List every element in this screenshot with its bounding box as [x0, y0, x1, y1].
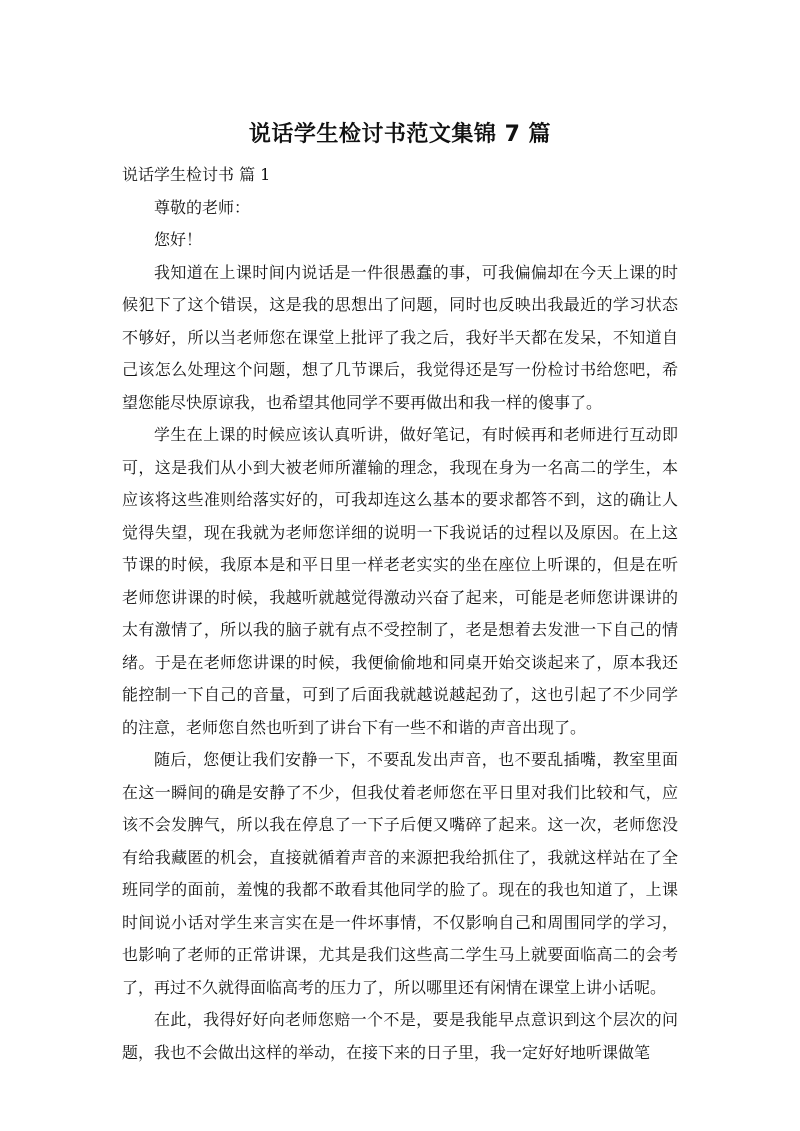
- document-body: [122, 159, 678, 1069]
- body-paragraph-1: 我知道在上课时间内说话是一件很愚蠢的事，可我偏偏却在今天上课的时候犯下了这个错误，这是我的思想出了问题，同时也反映出我最近的学习状态不够好，所以当老师您在课堂上批评了我之后，我好半天都在发呆，不知道自己该怎么处理这个问题，想了几节课后，我觉得还是写一份检讨书给您吧，希望您能尽快原谅我，也希望其他同学不要再做出和我一样的傻事了。: [122, 262, 678, 412]
- body-paragraph-2: 学生在上课的时候应该认真听讲，做好笔记，有时候再和老师进行互动即可，这是我们从小到大被老师所灌输的理念，我现在身为一名高二的学生，本应该将这些准则给落实好的，可我却连这么基本的要求都答不到，这的确让人觉得失望，现在我就为老师您详细的说明一下我说话的过程以及原因。在上这节课的时候，我原本是和平日里一样老老实实的坐在座位上听课的，但是在听老师您讲课的时候，我越听就越觉得激动兴奋了起来，可能是老师您讲课讲的太有激情了，所以我的脑子就有点不受控制了，老是想着去发泄一下自己的情绪。于是在老师您讲课的时候，我便偷偷地和同桌开始交谈起来了，原本我还能控制一下自己的音量，可到了后面我就越说越起劲了，这也引起了不少同学的注意，老师您自然也听到了讲台下有一些不和谐的声音出现了。: [122, 425, 678, 737]
- body-paragraph-4: 在此，我得好好向老师您赔一个不是，要是我能早点意识到这个层次的问题，我也不会做出这样的举动，在接下来的日子里，我一定好好地听课做笔: [122, 1010, 678, 1062]
- greeting: 您好！: [154, 230, 203, 249]
- salutation: 尊敬的老师：: [154, 197, 251, 217]
- section-heading: 说话学生检讨书 篇 1: [122, 165, 271, 184]
- document-title: 说话学生检讨书范文集锦 7 篇: [248, 122, 552, 147]
- body-paragraph-3: 随后，您便让我们安静一下，不要乱发出声音，也不要乱插嘴，教室里面在这一瞬间的确是安静了不少，但我仗着老师您在平日里对我们比较和气，应该不会发脾气，所以我在停息了一下子后便又嘴碎了起来。这一次，老师您没有给我藏匿的机会，直接就循着声音的来源把我给抓住了，我就这样站在了全班同学的面前，羞愧的我都不敢看其他同学的脸了。现在的我也知道了，上课时间说小话对学生来言实在是一件坏事情，不仅影响自己和周围同学的学习，也影响了老师的正常讲课，尤其是我们这些高二学生马上就要面临高二的会考了，再过不久就得面临高考的压力了，所以哪里还有闲情在课堂上讲小话呢。: [122, 750, 678, 997]
